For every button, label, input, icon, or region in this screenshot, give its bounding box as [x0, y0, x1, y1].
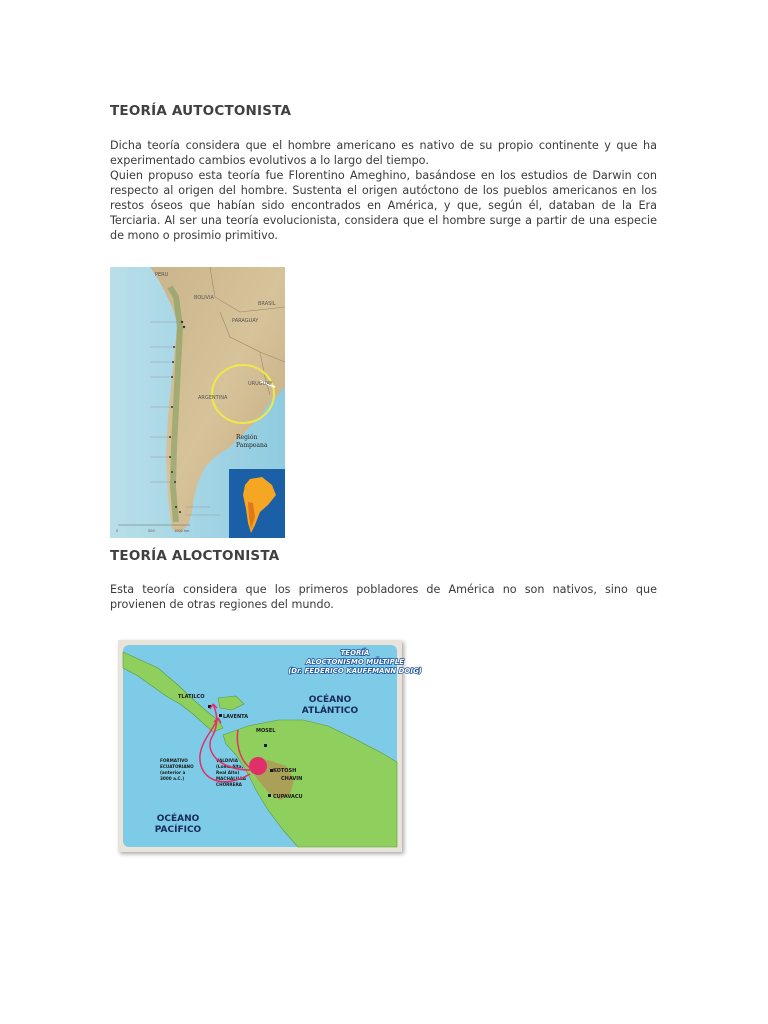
argentina-map-image [110, 267, 285, 538]
svg-text:OCÉANO: OCÉANO [308, 695, 352, 705]
section-heading-aloctonista: TEORÍA ALOCTONISTA [110, 548, 280, 564]
paragraph-line: Dicha teoría considera que el hombre americano es nativo de su propio continente y que ha experimentado cambios evolutivos a lo largo del tiempo. [110, 139, 657, 167]
svg-text:PACÍFICO: PACÍFICO [154, 825, 202, 835]
valdivia-origin-marker [249, 757, 267, 775]
section-heading-autoctonista: TEORÍA AUTOCTONISTA [110, 103, 292, 119]
label-uruguay: URUGUAY [248, 381, 273, 387]
svg-text:Real Alto): Real Alto) [216, 770, 240, 775]
label-peru: PERU [155, 272, 169, 278]
aloctonismo-map-svg [118, 640, 422, 852]
paragraph-autoctonista [110, 138, 657, 243]
map-title-line3: (Dr. FEDERICO KAUFFMANN DOIG) [288, 667, 422, 675]
paragraph-line: Esta teoría considera que los primeros pobladores de América no son nativos, sino que provienen de otras regiones del mundo. [110, 583, 657, 611]
place-laventa: LAVENTA [223, 714, 249, 720]
svg-text:3000 a.C.): 3000 a.C.) [160, 776, 185, 781]
label-argentina: ARGENTINA [198, 395, 228, 401]
paragraph-line: Quien propuso esta teoría fue Florentino Ameghino, basándose en los estudios de Darwin con respecto al origen del hombre. Sustenta el origen autóctono de los pueblos americanos en los restos óseos que habían sido encontrados en América, y que, según él, databan de la Era Terciaria. Al ser una teoría evolucionista, considera que el hombre surge a partir de una especie de mono o prosimio primitivo. [110, 169, 657, 242]
place-chavin: CHAVIN [281, 776, 303, 782]
map-title-line1: TEORÍA [340, 649, 370, 657]
scale-label-0: 0 [116, 529, 119, 533]
place-kotosh: KOTOSH [273, 768, 297, 774]
map-title-line2: ALOCTONISMO MÚLTIPLE [305, 658, 405, 666]
svg-text:VALDIVIA: VALDIVIA [216, 758, 238, 763]
scale-label-1000: 1000 km [174, 529, 190, 533]
svg-text:FORMATIVO: FORMATIVO [160, 758, 188, 763]
region-label-line1: Región [236, 434, 258, 441]
svg-text:(anterior a: (anterior a [160, 770, 186, 775]
ocean-atlantic-label [302, 693, 359, 716]
region-label-line2: Pampeana [236, 442, 268, 449]
place-tlatilco: TLATILCO [178, 694, 205, 700]
place-mosel: MOSEL [256, 728, 276, 734]
argentina-map-svg [110, 267, 285, 538]
svg-text:CHORRERA: CHORRERA [216, 782, 242, 787]
svg-text:MACHALILLA: MACHALILLA [216, 776, 247, 781]
svg-text:ECUATORIANO: ECUATORIANO [160, 764, 194, 769]
svg-text:ATLÁNTICO: ATLÁNTICO [301, 706, 359, 716]
ocean-pacific-label [155, 812, 202, 835]
scale-label-500: 500 [148, 529, 155, 533]
place-cupavacu: CUPAVACU [273, 794, 303, 800]
label-paraguay: PARAGUAY [232, 318, 259, 324]
label-brasil: BRASIL [258, 301, 276, 307]
paragraph-aloctonista [110, 582, 657, 612]
inset-south-america-map [229, 469, 285, 538]
svg-text:(Loma Alta,: (Loma Alta, [216, 764, 244, 769]
label-bolivia: BOLIVIA [194, 295, 214, 301]
aloctonismo-map-image [118, 640, 422, 852]
svg-text:OCÉANO: OCÉANO [156, 814, 200, 824]
